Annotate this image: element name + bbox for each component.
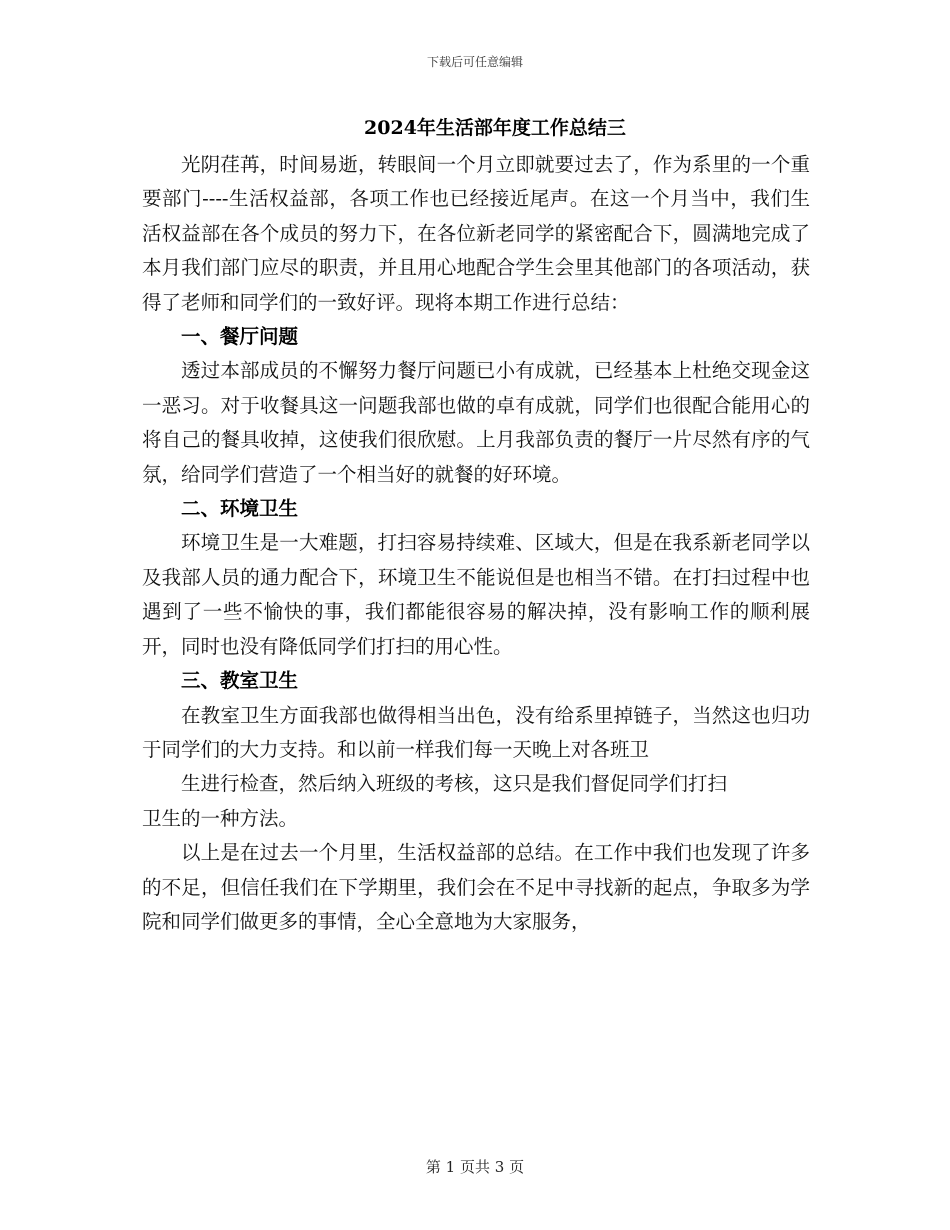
page-number-footer: 第 1 页共 3 页 [425, 1158, 525, 1176]
document-title: 2024年生活部年度工作总结三 [364, 117, 626, 139]
section-text-canteen: 透过本部成员的不懈努力餐厅问题已小有成就，已经基本上杜绝交现金这一恶习。对于收餐具这一问题我部也做的卓有成就，同学们也很配合能用心的将自己的餐具收掉，这使我们很欣慰。上月我部负责的餐厅一片尽然有序的气氛，给同学们营造了一个相当好的就餐的好环境。 [142, 359, 810, 486]
section-text-classroom-end: 卫生的一种方法。 [142, 806, 299, 830]
closing-paragraph: 以上是在过去一个月里，生活权益部的总结。在工作中我们也发现了许多的不足，但信任我们在下学期里，我们会在不足中寻找新的起点，争取多为学院和同学们做更多的事情，全心全意地为大家服务， [142, 841, 810, 933]
page-header-note: 下载后可任意编辑 [426, 55, 523, 69]
section-text-classroom: 在教室卫生方面我部也做得相当出色，没有给系里掉链子，当然这也归功于同学们的大力支持。和以前一样我们每一天晚上对各班卫 [142, 703, 810, 761]
intro-paragraph: 光阴荏苒，时间易逝，转眼间一个月立即就要过去了，作为系里的一个重要部门----生活权益部，各项工作也已经接近尾声。在这一个月当中，我们生活权益部在各个成员的努力下，在各位新老同学的紧密配合下，圆满地完成了本月我们部门应尽的职责，并且用心地配合学生会里其他部门的各项活动，获得了老师和同学们的一致好评。现将本期工作进行总结： [142, 153, 810, 314]
section-heading-classroom: 三、教室卫生 [181, 669, 299, 693]
section-text-classroom-continued: 生进行检查，然后纳入班级的考核，这只是我们督促同学们打扫 [181, 772, 728, 796]
section-text-environment: 环境卫生是一大难题，打扫容易持续难、区域大，但是在我系新老同学以及我部人员的通力配合下，环境卫生不能说但是也相当不错。在打扫过程中也遇到了一些不愉快的事，我们都能很容易的解决掉，没有影响工作的顺利展开，同时也没有降低同学们打扫的用心性。 [142, 531, 810, 658]
section-heading-canteen: 一、餐厅问题 [181, 325, 299, 349]
document-body [142, 148, 810, 939]
section-heading-environment: 二、环境卫生 [181, 497, 299, 521]
